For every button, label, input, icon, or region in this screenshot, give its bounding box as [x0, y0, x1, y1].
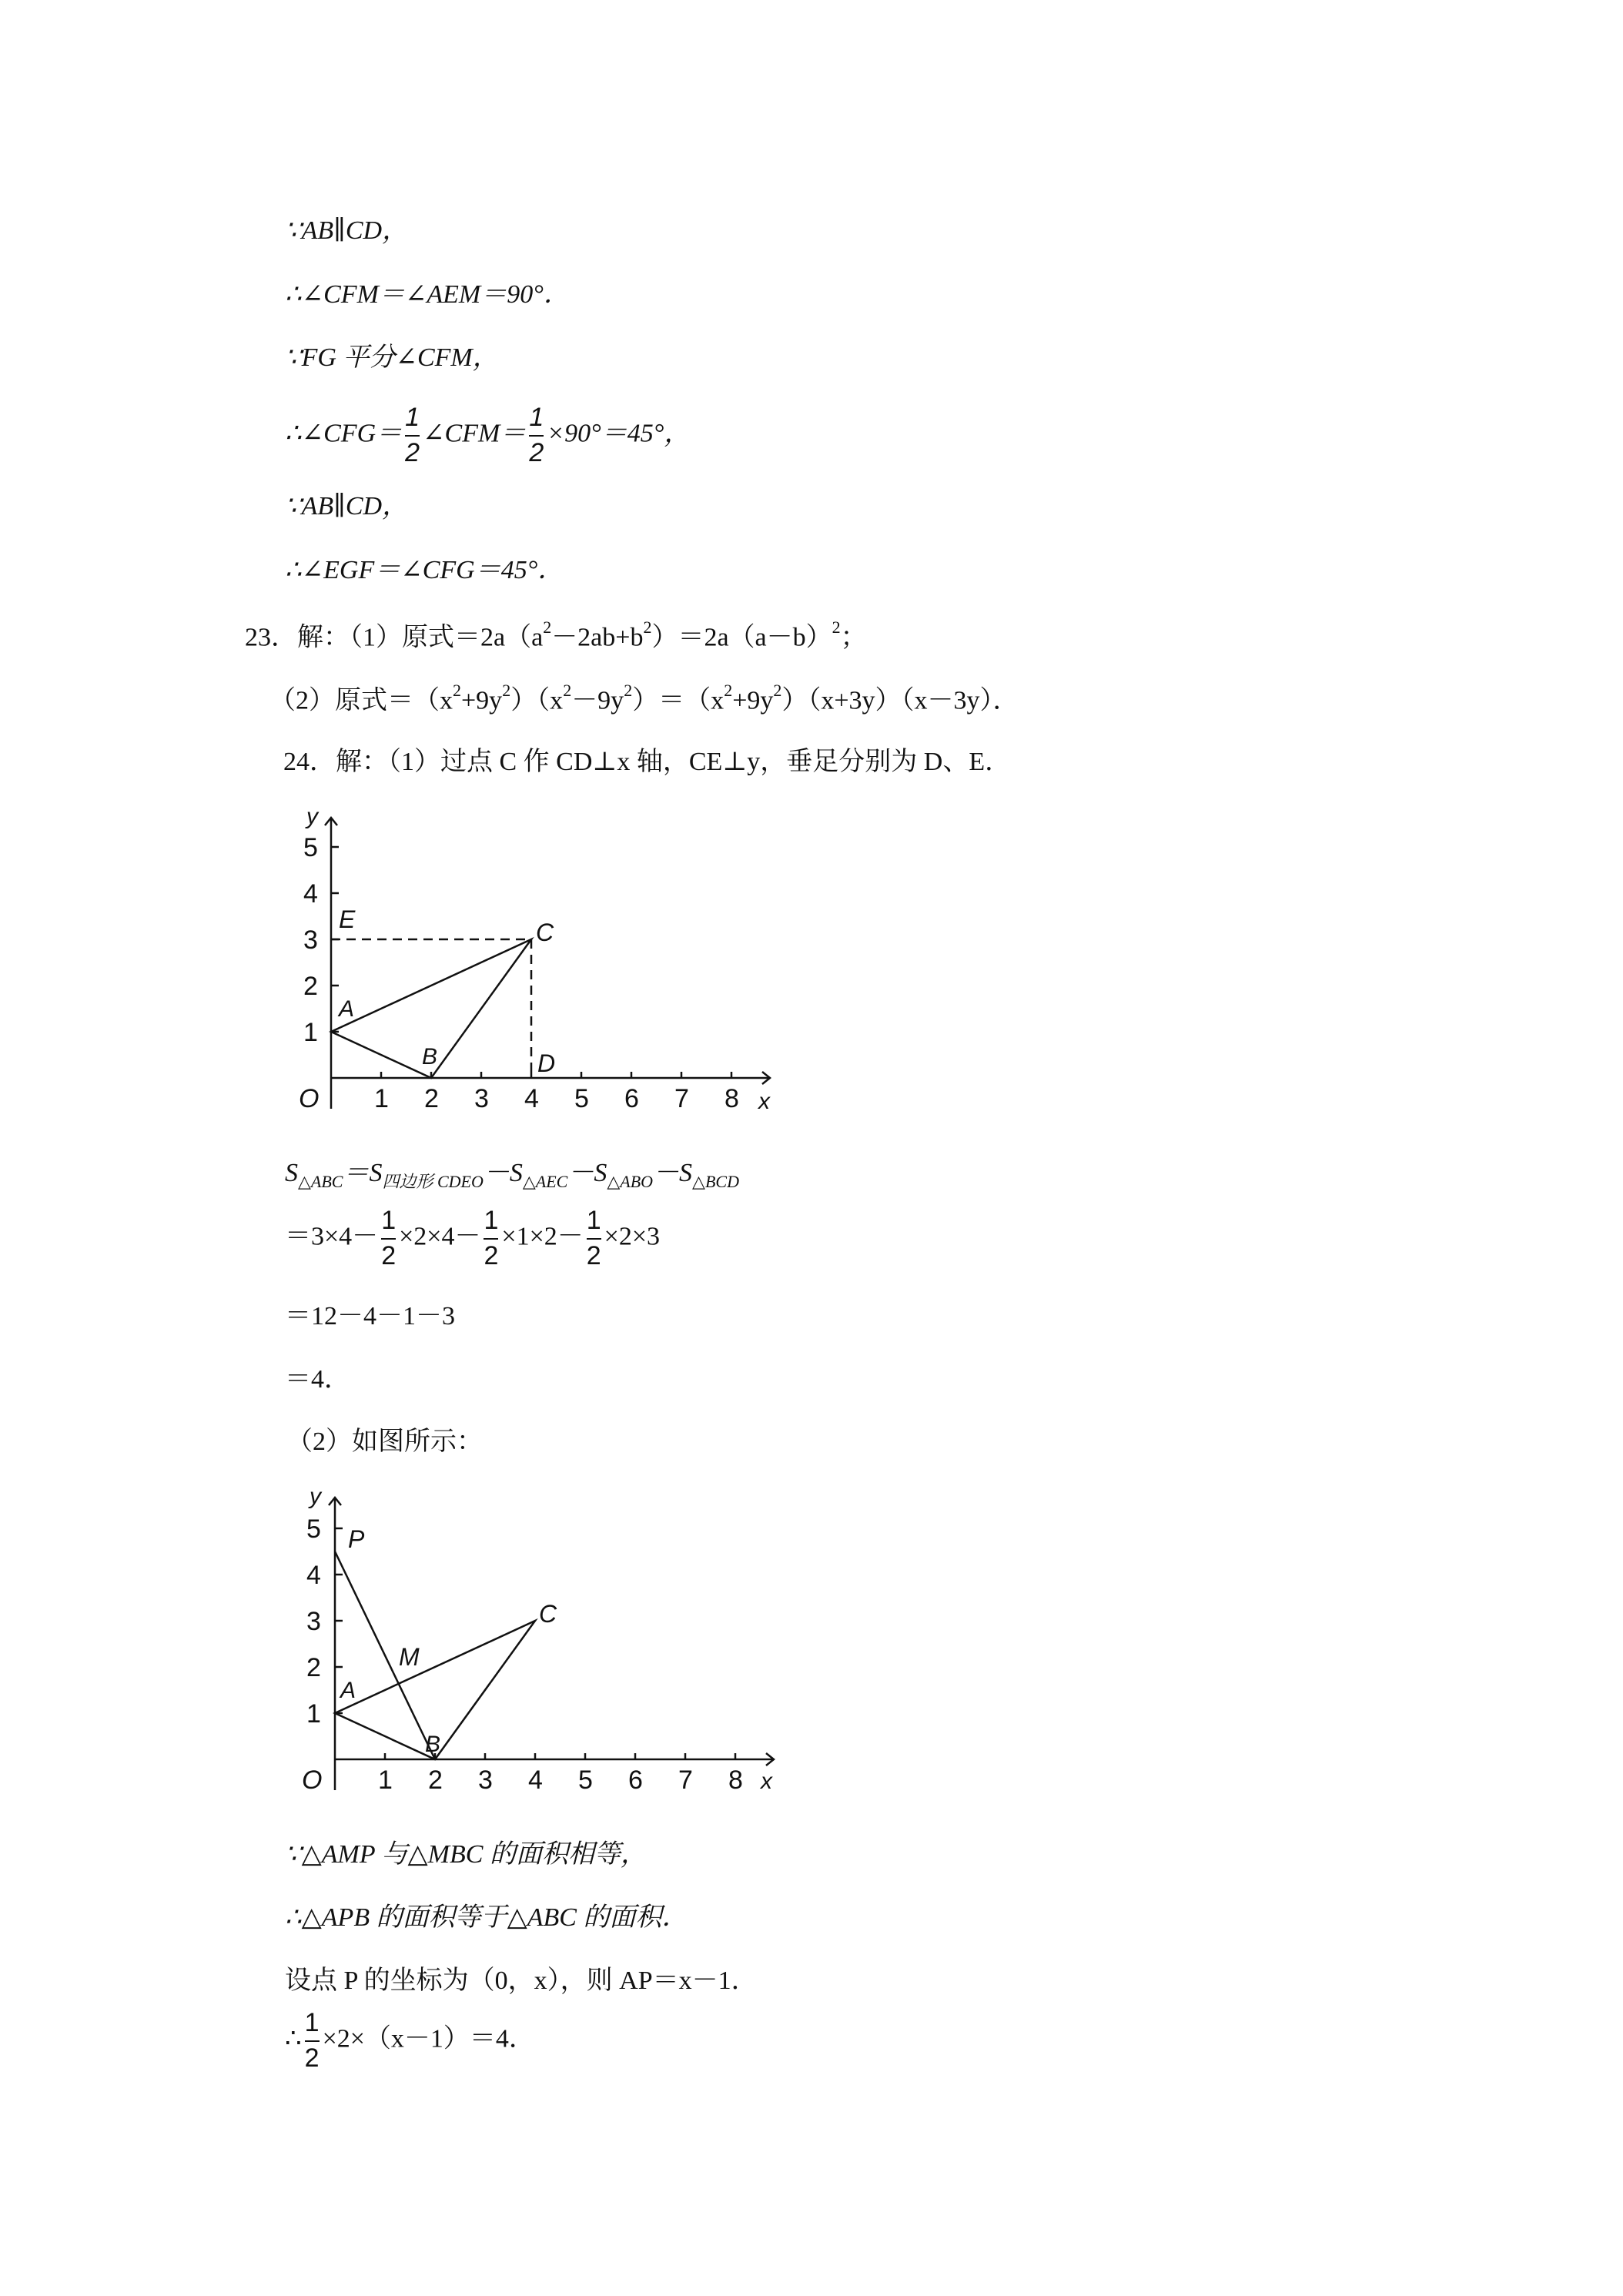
q23-text: 23．解：（1）原式＝2a（a — [245, 623, 544, 652]
y-tick-label-5: 5 — [303, 833, 318, 862]
y-tick-label-3: 3 — [306, 1607, 321, 1636]
x-axis-label: x — [761, 1769, 772, 1794]
point-label-c: C — [539, 1600, 557, 1628]
origin-label: O — [302, 1766, 323, 1795]
exponent: 2 — [543, 618, 552, 637]
x-tick-label-3: 3 — [474, 1084, 489, 1113]
q23-text: ）（x — [510, 686, 564, 715]
y-tick-label-5: 5 — [306, 1514, 321, 1544]
q23-text: ）＝（x — [632, 686, 724, 715]
area-subscript: 四边形 CDEO — [382, 1171, 484, 1191]
q24-intro: 24．解：（1）过点 C 作 CD⊥x 轴，CE⊥y，垂足分别为 D、E． — [283, 748, 1012, 776]
point-label-a: A — [339, 996, 355, 1022]
exponent: 2 — [624, 681, 633, 700]
fraction-half — [587, 1207, 601, 1270]
x-tick-label-8: 8 — [728, 1766, 743, 1795]
exponent: 2 — [563, 681, 572, 700]
q23-text: －9y — [571, 686, 624, 715]
y-axis-label: y — [306, 804, 318, 829]
proof-line-4-part: ×90°＝45°， — [547, 419, 691, 448]
y-tick-label-4: 4 — [306, 1561, 321, 1590]
fraction-half — [381, 1207, 396, 1270]
area-expression-1 — [285, 1207, 660, 1270]
point-label-m: M — [399, 1643, 420, 1671]
proof-line-4-part: ∠CFM＝ — [423, 419, 527, 448]
area-symbol: －S — [483, 1159, 523, 1187]
conclusion-part: ∴ — [285, 2024, 302, 2053]
y-tick-label-1: 1 — [306, 1699, 321, 1729]
fraction-numerator: 1 — [304, 2008, 320, 2037]
x-tick-label-6: 6 — [628, 1766, 643, 1795]
q23-part1 — [245, 618, 867, 652]
area-formula — [285, 1160, 739, 1190]
fraction-denominator: 2 — [586, 1240, 601, 1270]
x-tick-label-1: 1 — [374, 1084, 389, 1113]
proof-line-4 — [285, 404, 690, 467]
point-label-b: B — [425, 1732, 441, 1757]
area-subscript: △ABC — [298, 1171, 343, 1191]
area-subscript: △ABO — [607, 1171, 654, 1191]
x-tick-label-3: 3 — [478, 1766, 493, 1795]
area-symbol: －S — [567, 1159, 607, 1187]
exponent: 2 — [643, 618, 652, 637]
proof-line-3: ∵FG 平分∠CFM， — [285, 343, 499, 372]
x-tick-label-5: 5 — [578, 1766, 593, 1795]
fraction-numerator: 1 — [405, 403, 420, 432]
conclusion-line-1: ∵△AMP 与△MBC 的面积相等， — [285, 1840, 647, 1869]
proof-line-5: ∵AB∥CD， — [285, 492, 409, 520]
q23-text: ）＝2a（a－b） — [651, 623, 832, 652]
y-tick-label-4: 4 — [303, 879, 318, 909]
exponent: 2 — [502, 681, 511, 700]
point-label-c: C — [536, 919, 554, 946]
y-tick-label-1: 1 — [303, 1018, 318, 1047]
exponent: 2 — [724, 681, 733, 700]
y-tick-label-2: 2 — [306, 1653, 321, 1682]
expr-part: ×2×4－ — [399, 1222, 481, 1251]
proof-line-2: ∴∠CFM＝∠AEM＝90°． — [285, 280, 570, 309]
fraction-denominator: 2 — [381, 1240, 397, 1270]
point-label-d: D — [537, 1049, 556, 1077]
coordinate-figure-1 — [277, 801, 785, 1124]
proof-line-4-part: ∴∠CFG＝ — [285, 419, 403, 448]
fraction-numerator: 1 — [484, 1206, 499, 1235]
x-tick-label-8: 8 — [724, 1084, 739, 1113]
conclusion-line-3: 设点 P 的坐标为（0，x），则 AP＝x－1． — [285, 1966, 758, 1995]
fraction-half — [405, 404, 420, 467]
y-axis-label: y — [310, 1484, 321, 1509]
area-symbol: －S — [653, 1159, 693, 1187]
expr-part: ＝3×4－ — [285, 1222, 379, 1251]
fraction-half — [484, 1207, 498, 1270]
q23-part2 — [269, 681, 1019, 715]
area-expression-2: ＝12－4－1－3 — [285, 1302, 455, 1330]
x-tick-label-4: 4 — [524, 1084, 539, 1113]
area-result: ＝4． — [285, 1365, 350, 1394]
fraction-half — [529, 404, 544, 467]
fraction-numerator: 1 — [529, 403, 544, 432]
coordinate-figure-2 — [277, 1482, 785, 1806]
conclusion-part: ×2×（x－1）＝4． — [322, 2024, 535, 2053]
fraction-half — [305, 2010, 320, 2072]
q23-text: +9y — [461, 686, 503, 715]
fraction-denominator: 2 — [405, 437, 420, 467]
x-axis-label: x — [758, 1089, 770, 1114]
fraction-denominator: 2 — [529, 437, 544, 467]
point-label-a: A — [340, 1678, 356, 1703]
proof-line-1: ∵AB∥CD， — [285, 216, 409, 245]
fraction-denominator: 2 — [304, 2043, 320, 2073]
x-tick-label-2: 2 — [428, 1766, 443, 1795]
origin-label: O — [299, 1084, 320, 1113]
x-tick-label-1: 1 — [378, 1766, 393, 1795]
q23-text: －2ab+b — [551, 623, 644, 652]
y-tick-label-3: 3 — [303, 925, 318, 955]
q23-text: （2）原式＝（x — [269, 686, 453, 715]
area-symbol: ＝S — [343, 1159, 383, 1187]
x-tick-label-4: 4 — [528, 1766, 543, 1795]
q23-text: ； — [840, 623, 867, 652]
point-label-b: B — [422, 1044, 438, 1069]
expr-part: ×2×3 — [604, 1222, 661, 1251]
q23-text: ）（x+3y）（x－3y）． — [781, 686, 1019, 715]
x-tick-label-6: 6 — [624, 1084, 639, 1113]
area-subscript: △BCD — [692, 1171, 739, 1191]
y-tick-label-2: 2 — [303, 972, 318, 1001]
conclusion-line-2: ∴△APB 的面积等于△ABC 的面积． — [285, 1903, 688, 1932]
proof-line-6: ∴∠EGF＝∠CFG＝45°． — [285, 556, 564, 584]
fraction-numerator: 1 — [381, 1206, 397, 1235]
area-symbol: S — [285, 1159, 298, 1187]
fraction-denominator: 2 — [484, 1240, 499, 1270]
x-tick-label-7: 7 — [678, 1766, 693, 1795]
exponent: 2 — [773, 681, 782, 700]
exponent: 2 — [453, 681, 461, 700]
segment-pb — [335, 1551, 435, 1759]
fraction-numerator: 1 — [586, 1206, 601, 1235]
area-subscript: △AEC — [522, 1171, 568, 1191]
point-label-e: E — [339, 905, 356, 933]
x-tick-label-7: 7 — [674, 1084, 689, 1113]
conclusion-line-4 — [285, 2010, 535, 2072]
part2-heading: （2）如图所示： — [286, 1427, 483, 1456]
x-tick-label-2: 2 — [424, 1084, 439, 1113]
q23-text: +9y — [732, 686, 774, 715]
x-tick-label-5: 5 — [574, 1084, 589, 1113]
expr-part: ×1×2－ — [501, 1222, 584, 1251]
point-label-p: P — [348, 1525, 365, 1553]
exponent: 2 — [832, 618, 841, 637]
